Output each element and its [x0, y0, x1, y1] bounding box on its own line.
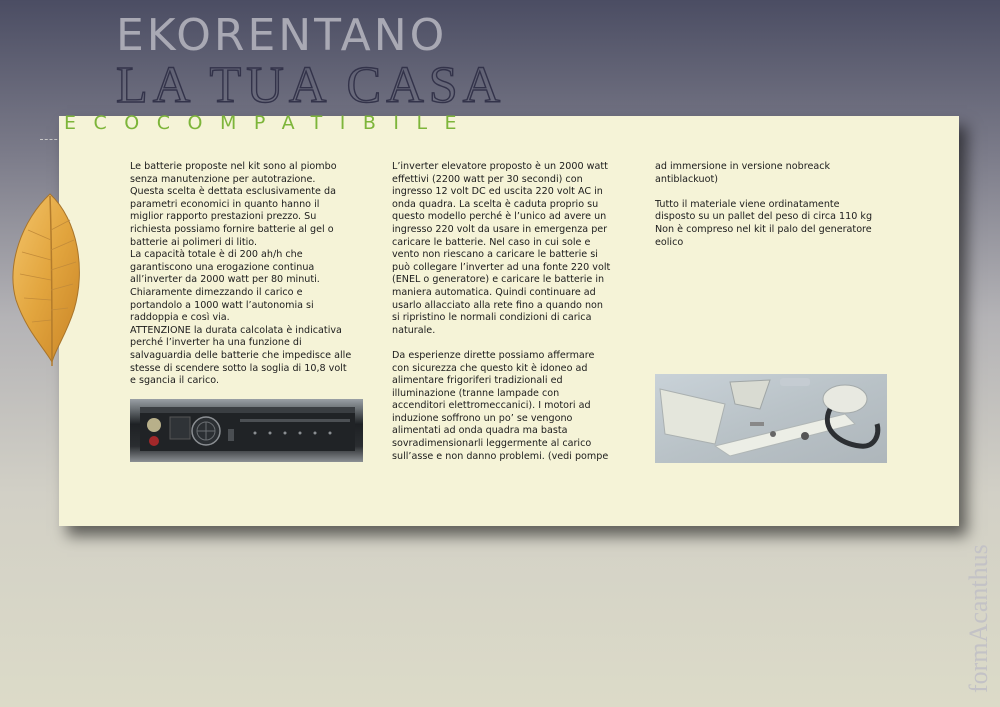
wind-generator-kit-photo [655, 374, 887, 463]
site-title-top: EKORENTANO [116, 10, 448, 61]
credit-watermark [955, 485, 995, 695]
text-column-batteries: Le batterie proposte nel kit sono al piombo senza manutenzione per autotrazione. Questa scelta è dettata esclusivamente da parametri economici in quanto hanno il miglior rapporto prestazioni prezzo. Su richiesta possiamo fornire batterie al gel o batterie ai polimeri di litio. La capacità totale è di 200 ah/h che garantiscono una erogazione continua all’inverter da 2000 watt per 80 minuti. Chiaramente dimezzando il carico e portandolo a 1000 watt l’autonomia si raddoppia e così via. ATTENZIONE la durata calcolata è indicativa perché l’inverter ha una funzione di salvaguardia delle batterie che impedisce alle stesse di scendere sotto la soglia di 10,8 volt e sgancia il carico. [130, 161, 352, 387]
site-title-main: LA TUA CASA [116, 57, 506, 114]
text-column-pallet: ad immersione in versione nobreack antiblackuot) Tutto il materiale viene ordinatamente disposto su un pallet del peso di circa 110 kg Non è compreso nel kit il palo del generatore eolico [655, 161, 873, 248]
section-subtitle: ECOCOMPATIBILE [64, 112, 475, 134]
inverter-photo [130, 399, 363, 462]
leaf-image [8, 190, 88, 370]
text-column-inverter: L’inverter elevatore proposto è un 2000 watt effettivi (2200 watt per 30 secondi) con ingresso 12 volt DC ed uscita 220 volt AC in onda quadra. La scelta è caduta proprio su questo modello perché è l’unico ad avere un ingresso 220 volt da usare in emergenza per caricare le batterie. Nel caso in cui sole e vento non riescano a caricare le batterie si può collegare l’inverter ad una fonte 220 volt (ENEL o generatore) e caricare le batterie in maniera automatica. Quindi continuare ad usarlo allacciato alla rete fino a quando non si ripristino le normali condizioni di carica naturale. Da esperienze dirette possiamo affermare con sicurezza che questo kit è idoneo ad alimentare frigoriferi tradizionali ed illuminazione (tranne lampade con accenditori elettromeccanici). I motori ad induzione soffrono un po’ se vengono alimentati ad onda quadra ma basta sovradimensionarli leggermente al carico sull’asse e non danno problemi. (vedi pompe [392, 161, 611, 462]
svg-text:formAcanthus: formAcanthus [964, 544, 993, 693]
